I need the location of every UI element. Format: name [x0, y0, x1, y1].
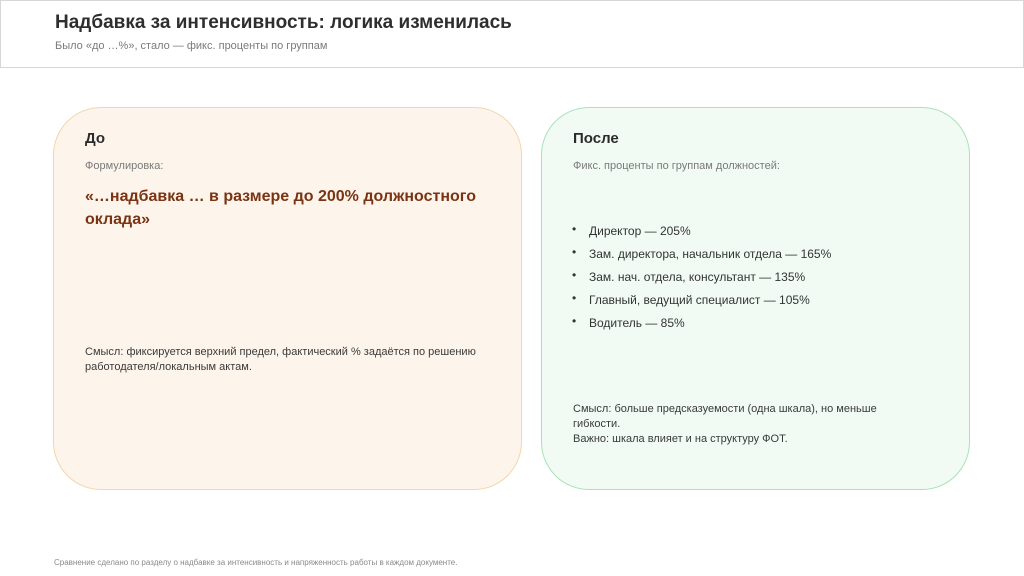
before-quote: «…надбавка … в размере до 200% должностного оклада»	[85, 188, 476, 228]
page-subtitle: Было «до …%», стало — фикс. проценты по группам	[55, 40, 328, 52]
after-note-line: Важно: шкала влияет и на структуру ФОТ.	[573, 433, 788, 445]
footnote: Сравнение сделано по разделу о надбавке за интенсивность и напряженность работы в каждом документе.	[54, 558, 458, 567]
list-item	[572, 312, 831, 335]
list-item	[572, 266, 831, 289]
group-label: Водитель — 85%	[589, 316, 685, 330]
page-title: Надбавка за интенсивность: логика изменилась	[55, 12, 512, 33]
after-meaning-line: Смысл: больше предсказуемости (одна шкала), но меньше гибкости.	[573, 403, 877, 430]
bullet-icon: •	[572, 245, 577, 259]
after-caption: Фикс. проценты по группам должностей:	[573, 160, 780, 172]
after-card	[541, 107, 970, 490]
before-caption: Формулировка:	[85, 160, 164, 172]
before-card-title: До	[85, 130, 106, 147]
group-label: Зам. нач. отдела, консультант — 135%	[589, 270, 806, 284]
before-card	[53, 107, 522, 490]
group-label: Главный, ведущий специалист — 105%	[589, 293, 810, 307]
bullet-icon: •	[572, 222, 577, 236]
bullet-icon: •	[572, 314, 577, 328]
before-meaning: Смысл: фиксируется верхний предел, фактический % задаётся по решению работодателя/локальным актам.	[85, 346, 476, 373]
after-card-title: После	[573, 130, 619, 147]
group-label: Директор — 205%	[589, 224, 691, 238]
bullet-icon: •	[572, 291, 577, 305]
group-list	[572, 220, 831, 335]
after-meaning	[573, 402, 913, 447]
list-item	[572, 243, 831, 266]
bullet-icon: •	[572, 268, 577, 282]
header	[0, 0, 1024, 68]
list-item	[572, 289, 831, 312]
group-label: Зам. директора, начальник отдела — 165%	[589, 247, 832, 261]
list-item	[572, 220, 831, 243]
